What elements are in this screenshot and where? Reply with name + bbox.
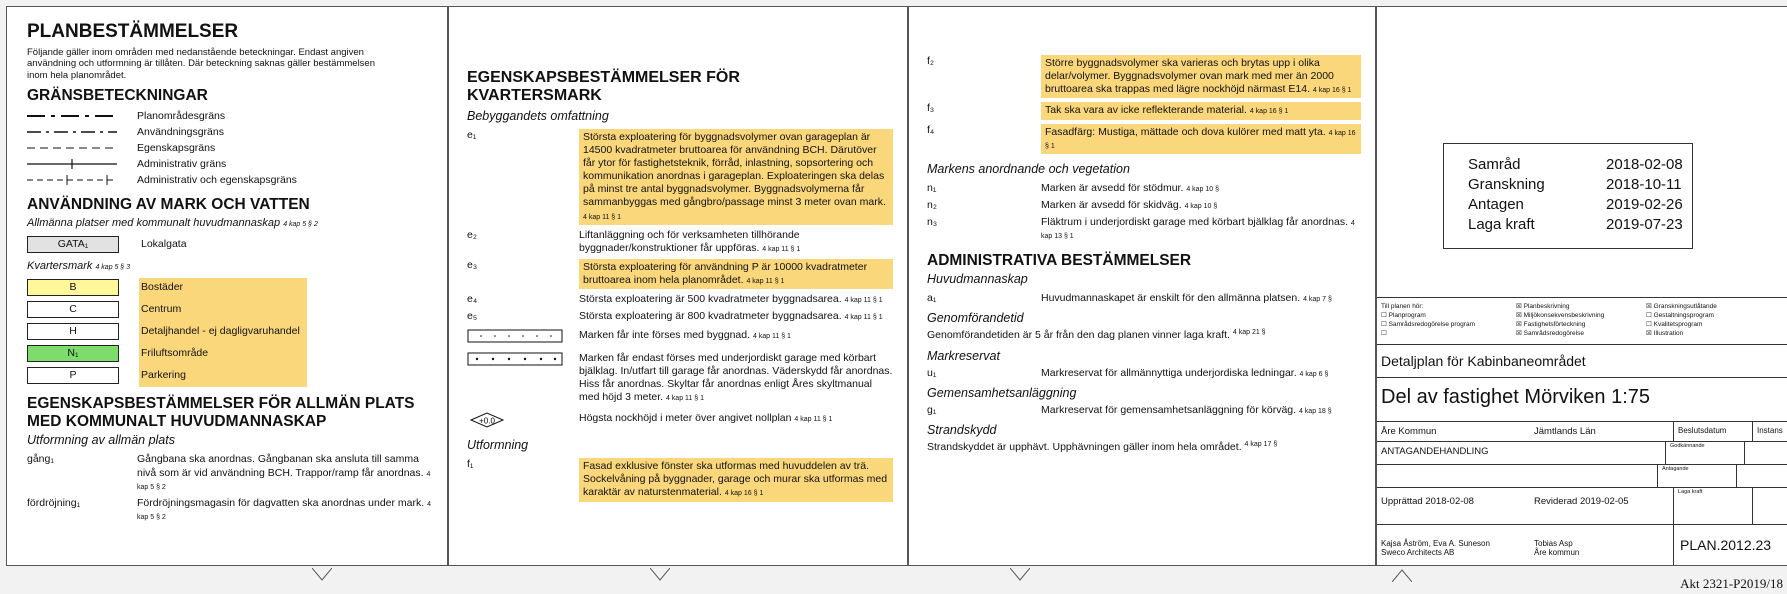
n-row	[927, 199, 1361, 212]
markres-heading: Markreservat	[927, 348, 1000, 363]
upprattad: Upprättad 2018-02-08	[1381, 496, 1474, 507]
legend-label: Egenskapsgräns	[137, 141, 216, 154]
document-check: ☐	[1381, 330, 1387, 337]
e-key: e₃	[467, 258, 478, 271]
genom-text: Genomförandetiden är 5 år från den dag planen vinner laga kraft.	[927, 329, 1230, 342]
legend-row	[27, 108, 433, 124]
n-value	[1041, 216, 1361, 242]
borders-title: GRÄNSBETECKNINGAR	[27, 87, 208, 105]
n-key: n₃	[927, 216, 938, 228]
use-code: B	[27, 279, 119, 296]
genom-row	[927, 329, 1361, 342]
legend-row	[27, 140, 433, 156]
kvarter-text: Kvartersmark	[27, 259, 93, 272]
fold-mark-icon	[312, 568, 332, 582]
ref: 4 kap 11 § 1	[665, 394, 704, 402]
ref: 4 kap 16 § 1	[1045, 129, 1356, 150]
plan-border-line-icon	[27, 112, 117, 120]
a-value	[1041, 292, 1361, 305]
height-row	[467, 412, 893, 432]
ref: 4 kap 5 § 2	[283, 220, 318, 228]
documents-col-1	[1381, 302, 1516, 338]
f-value	[1041, 55, 1361, 98]
document-check: ☒ Illustration	[1646, 330, 1684, 337]
n-value	[1041, 182, 1361, 195]
ref: 4 kap 5 § 3	[95, 263, 131, 271]
f-key: f₂	[927, 55, 934, 67]
fold-mark-icon	[650, 568, 670, 582]
antagande-label: ANTAGANDEHANDLING	[1381, 446, 1489, 457]
use-row	[27, 300, 433, 319]
intro-text: Följande gäller inom områden med nedanstående beteckningar. Endast angiven användning och utformning är tillåten. Där beteckning saknas gäller bestämmelsen inom hela planområdet.	[27, 47, 376, 81]
akt-number: Akt 2321-P2019/18	[1680, 576, 1783, 591]
g-key: g₁	[927, 403, 937, 416]
ref: 4 kap 18 §	[1298, 407, 1332, 415]
mark-row	[467, 352, 893, 405]
g-value	[1041, 404, 1361, 417]
e-row	[467, 259, 893, 289]
ref: 4 kap 5 § 2	[137, 500, 431, 521]
ref: 4 kap 16 § 1	[1249, 108, 1289, 116]
antagande-row	[1377, 442, 1787, 465]
documents-col-2	[1516, 302, 1646, 338]
a-key: a₁	[927, 292, 937, 305]
use-label: Detaljhandel - ej dagligvaruhandel	[141, 325, 300, 338]
f-row	[927, 124, 1361, 154]
antagande-cell: Antagande	[1657, 465, 1736, 487]
date-label: Laga kraft	[1468, 216, 1535, 233]
height-diamond-icon	[467, 412, 507, 428]
f-text: Fasad exklusive fönster ska utformas med huvuddelen av trä. Sockelvåning på byggnader, garage och murar ska utformas med karaktär av naturstenmaterial.	[583, 460, 888, 499]
huvud-heading: Huvudmannaskap	[927, 272, 1028, 287]
f-text: Större byggnadsvolymer ska varieras och brytas upp i olika delar/volymer. Byggnadsvolymer ovan mark med mer än 2000 bruttoarea ska trappas med lägre nockhöjd närmast E14.	[1045, 57, 1334, 96]
property-border-line-icon	[27, 144, 117, 152]
approver: Tobias Asp	[1534, 539, 1573, 548]
ref: 4 kap 6 §	[1299, 370, 1329, 378]
gata-code: GATA₁	[27, 236, 119, 253]
border-legend	[27, 108, 433, 188]
admin-property-border-line-icon	[27, 175, 117, 185]
upprattad-row	[1377, 488, 1787, 525]
prop-text: Fördröjningsmagasin för dagvatten ska anordnas under mark.	[137, 496, 425, 509]
n-key: n₁	[927, 181, 937, 194]
cross-area-symbol	[467, 352, 579, 405]
ref: 4 kap 16 § 1	[724, 490, 764, 498]
prop-value	[137, 497, 433, 523]
u-value	[1041, 367, 1361, 380]
legend-row	[27, 124, 433, 140]
kvarter-heading	[27, 260, 433, 272]
ref: 4 kap 11 § 1	[762, 245, 801, 253]
e-key: e₁	[467, 128, 477, 141]
f-value	[1041, 102, 1361, 119]
use-label: Bostäder	[141, 281, 184, 294]
ref: 4 kap 21 §	[1232, 329, 1266, 337]
f-text: Fasadfärg: Mustiga, mättade och dova kulörer med matt yta.	[1045, 125, 1326, 138]
height-value	[579, 412, 893, 432]
e-value	[579, 129, 893, 225]
e-value	[579, 259, 893, 289]
admin-title: ADMINISTRATIVA BESTÄMMELSER	[927, 252, 1192, 270]
use-code: H	[27, 323, 119, 340]
mark-text: Marken får inte förses med byggnad.	[579, 329, 751, 342]
prop-key: fördröjning₁	[27, 496, 81, 509]
u-row	[927, 367, 1361, 380]
panel-titleblock	[1376, 6, 1787, 566]
kvartersmark-sub: Bebyggandets omfattning	[467, 108, 609, 123]
strand-heading: Strandskydd	[927, 422, 997, 437]
ref: 4 kap 11 § 1	[794, 416, 833, 424]
legend-label: Användningsgräns	[137, 125, 224, 138]
ref: 4 kap 11 § 1	[752, 333, 791, 341]
kommun-row	[1377, 422, 1787, 442]
panel-kvartersmark	[448, 6, 908, 566]
legend-label: Administrativ gräns	[137, 157, 227, 170]
e-row	[467, 310, 893, 323]
document-check: ☒ Fastighetsförteckning	[1516, 321, 1586, 328]
document-check: ☒ Miljökonsekvensbeskrivning	[1516, 312, 1605, 319]
f-key: f₄	[927, 123, 935, 136]
document-check: ☒ Samrådsredogörelse	[1516, 330, 1584, 337]
documents-list	[1377, 298, 1787, 345]
use-row	[27, 344, 433, 363]
date-value: 2019-07-23	[1606, 216, 1683, 233]
use-border-line-icon	[27, 128, 117, 136]
dotted-area-icon	[467, 329, 563, 343]
prop-key: gång₁	[27, 453, 54, 466]
gata-row	[27, 235, 433, 254]
e-text: Största exploatering är 500 kvadratmeter byggnadsarea.	[579, 293, 842, 306]
date-box	[1443, 143, 1693, 249]
use-row	[27, 278, 433, 297]
n-value	[1041, 199, 1361, 212]
f-row	[927, 102, 1361, 119]
panel-planbestammelser	[6, 6, 448, 566]
mark-value	[579, 352, 893, 405]
ref: 4 kap 10 §	[1184, 202, 1218, 210]
dotted-area-symbol	[467, 329, 579, 347]
instans-header: Instans	[1752, 422, 1787, 441]
e-row	[467, 129, 893, 225]
e-text: Största exploatering för användning P är 10000 kvadratmeter bruttoarea inom hela planområdet.	[583, 260, 868, 287]
e-value	[579, 293, 893, 306]
g-row	[927, 404, 1361, 417]
n-text: Marken är avsedd för stödmur.	[1041, 181, 1184, 194]
date-row	[1468, 196, 1692, 216]
a-text: Huvudmannaskapet är enskilt för den allmänna platsen.	[1041, 292, 1301, 305]
prop-row	[27, 497, 433, 523]
n-key: n₂	[927, 198, 937, 211]
ref: 4 kap 13 § 1	[1041, 220, 1355, 241]
n-text: Marken är avsedd för skidväg.	[1041, 198, 1182, 211]
ref: 4 kap 16 § 1	[1312, 87, 1352, 95]
height-text: Högsta nockhöjd i meter över angivet nollplan	[579, 412, 792, 425]
documents-col-3	[1646, 302, 1717, 338]
date-label: Antagen	[1468, 196, 1524, 213]
document-check: ☐ Samrådsredogörelse program	[1381, 321, 1475, 328]
fold-mark-icon	[1392, 568, 1412, 582]
e-key: e₄	[467, 293, 478, 306]
firm: Sweco Architects AB	[1381, 548, 1455, 557]
use-row	[27, 322, 433, 341]
e-key: e₅	[467, 310, 478, 323]
prop-title: EGENSKAPSBESTÄMMELSER FÖR ALLMÄN PLATS MED KOMMUNALT HUVUDMANNASKAP	[27, 394, 415, 430]
date-label: Granskning	[1468, 176, 1545, 193]
document-check: ☒ Granskningsutlåtande	[1646, 303, 1717, 310]
lan: Jämtlands Län	[1534, 426, 1596, 437]
ref: 4 kap 11 § 1	[746, 278, 785, 286]
strand-row	[927, 441, 1361, 454]
empty-cell	[1752, 488, 1787, 524]
admin-border-line-icon	[27, 159, 117, 169]
n-row	[927, 216, 1361, 242]
ref: 4 kap 7 §	[1303, 296, 1332, 304]
u-key: u₁	[927, 366, 937, 379]
approver-cell	[1530, 525, 1673, 566]
fold-mark-icon	[1010, 568, 1030, 582]
gem-heading: Gemensamhetsanläggning	[927, 385, 1077, 400]
beslut-header: Beslutsdatum	[1673, 422, 1752, 441]
use-label: Parkering	[141, 368, 192, 382]
mark-row	[467, 329, 893, 347]
plan-number: PLAN.2012.23	[1673, 525, 1787, 566]
e-value	[579, 229, 893, 255]
date-row	[1468, 156, 1692, 176]
author-row	[1377, 525, 1787, 566]
document-check: ☐ Gestaltningsprogram	[1646, 312, 1714, 319]
utformning-heading: Utformning	[467, 438, 529, 453]
legend-label: Administrativ och egenskapsgräns	[137, 173, 297, 186]
mark-text: Marken får endast förses med underjordiskt garage med körbart bjälklag. In/utfart till garage får anordnas. Väderskydd får anordnas. Hiss får anordnas. Skyltar får anordnas enligt Åres skyltmanual med höjd 3 meter.	[579, 351, 893, 403]
n-row	[927, 182, 1361, 195]
use-label: Friluftsområde	[141, 347, 209, 360]
plan-name: Detaljplan för Kabinbaneområdet	[1377, 345, 1787, 378]
use-title: ANVÄNDNING AV MARK OCH VATTEN	[27, 195, 310, 213]
gata-label: Lokalgata	[141, 238, 187, 251]
a-row	[927, 292, 1361, 305]
f-key: f₃	[927, 102, 935, 115]
empty-cell	[1736, 465, 1787, 487]
date-value: 2019-02-26	[1606, 196, 1683, 213]
page-title: PLANBESTÄMMELSER	[27, 21, 239, 42]
u-text: Markreservat för allmännyttiga underjordiska ledningar.	[1041, 366, 1297, 379]
reviderad: Reviderad 2019-02-05	[1534, 496, 1629, 507]
mark-value	[579, 329, 893, 347]
use-list	[27, 278, 433, 385]
f-key: f₁	[467, 458, 474, 471]
legend-row	[27, 172, 433, 188]
prop-text: Gångbana ska anordnas. Gångbanan ska ansluta till samma nivå som är vid användning BCH. Trappor/ramp får anordnas.	[137, 453, 424, 479]
public-places-heading	[27, 217, 433, 229]
strand-text: Strandskyddet är upphävt. Upphävningen gäller inom hela området.	[927, 440, 1242, 453]
legend-label: Planområdesgräns	[137, 109, 226, 122]
fastighet-name: Del av fastighet Mörviken 1:75	[1377, 378, 1787, 422]
use-code: C	[27, 301, 119, 318]
e-text: Liftanläggning och för verksamheten tillhörande byggnader/konstruktioner får uppföras.	[579, 228, 800, 254]
laga-kraft-cell: Laga kraft	[1673, 488, 1752, 524]
ref: 4 kap 11 § 1	[844, 314, 883, 322]
ref: 4 kap 11 § 1	[583, 213, 622, 221]
use-label: Centrum	[141, 303, 182, 316]
empty-cell	[1377, 465, 1657, 487]
legend-row	[27, 156, 433, 172]
ref: 4 kap 11 § 1	[844, 297, 883, 305]
title-block	[1377, 297, 1787, 566]
approver-org: Åre kommun	[1534, 548, 1580, 557]
prop-sub: Utformning av allmän plats	[27, 433, 175, 448]
cross-dotted-area-icon	[467, 352, 563, 366]
height-symbol	[467, 412, 579, 432]
date-row	[1468, 176, 1692, 196]
prop-value	[137, 453, 433, 492]
empty-cell	[1744, 442, 1787, 464]
prop-row	[27, 453, 433, 492]
e-text: Största exploatering för byggnadsvolymer ovan garageplan är 14500 kvadratmeter bruttoarea för användning BCH. Därutöver får ytor för fastighetsteknik, förråd, inlastning, sopsortering och kommunikation anordnas i garageplan. Exploateringen ska delas på minst tre antal byggnadsvolymer. Byggnadsvolymerna får sammanbyggas med gångbro/passage minst 3 meter ovan mark.	[583, 130, 886, 209]
f-row	[927, 55, 1361, 98]
date-value: 2018-02-08	[1606, 156, 1683, 173]
blank-row	[1377, 465, 1787, 488]
use-code: N₁	[27, 345, 119, 362]
date-label: Samråd	[1468, 156, 1521, 173]
kvartersmark-title: EGENSKAPSBESTÄMMELSER FÖR KVARTERSMARK	[467, 69, 740, 105]
height-symbol-text: +0.0	[479, 416, 495, 426]
e-text: Största exploatering är 800 kvadratmeter byggnadsarea.	[579, 310, 842, 323]
author-cell	[1377, 525, 1530, 566]
genom-heading: Genomförandetid	[927, 311, 1024, 326]
e-row	[467, 229, 893, 255]
g-text: Markreservat för gemensamhetsanläggning för körväg.	[1041, 403, 1297, 416]
f-value	[579, 458, 893, 501]
public-places-text: Allmänna platser med kommunalt huvudmannaskap	[27, 216, 281, 229]
f-row	[467, 458, 893, 501]
ref: 4 kap 5 § 2	[137, 470, 431, 491]
vegetation-heading: Markens anordnande och vegetation	[927, 161, 1130, 176]
ref: 4 kap 17 §	[1244, 440, 1278, 448]
ref: 4 kap 10 §	[1186, 185, 1220, 193]
date-value: 2018-10-11	[1606, 176, 1682, 193]
e-key: e₂	[467, 228, 477, 241]
n-text: Fläktrum i underjordiskt garage med körbart bjälklag får anordnas.	[1041, 216, 1348, 228]
document-check: ☐ Planprogram	[1381, 312, 1426, 319]
document-check: ☐ Kvalitetsprogram	[1646, 321, 1703, 328]
e-row	[467, 293, 893, 306]
panel-administrativa	[908, 6, 1376, 566]
document-check: ☒ Planbeskrivning	[1516, 303, 1570, 310]
date-row	[1468, 216, 1692, 236]
f-value	[1041, 124, 1361, 154]
godkannande-cell: Godkännande	[1665, 442, 1744, 464]
documents-heading: Till planen hör:	[1381, 303, 1424, 310]
use-code: P	[27, 367, 119, 384]
use-row	[27, 366, 433, 385]
kommun: Åre Kommun	[1381, 426, 1437, 437]
authors: Kajsa Åström, Eva A. Suneson	[1381, 539, 1490, 548]
e-value	[579, 310, 893, 323]
f-text: Tak ska vara av icke reflekterande material.	[1045, 104, 1247, 117]
